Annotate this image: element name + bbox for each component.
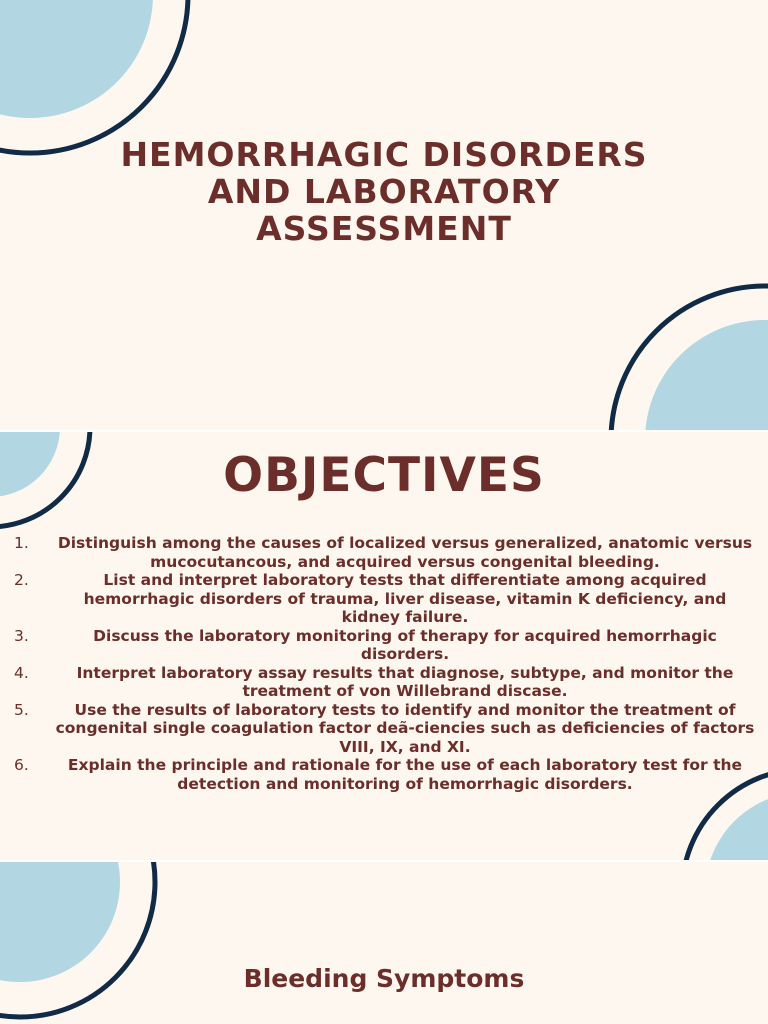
objective-number: 6. [14,756,29,774]
objective-text: Discuss the laboratory monitoring of therapy for acquired hemorrhagic disorders. [93,626,717,663]
objective-item [14,664,756,701]
objective-text: List and interpret laboratory tests that differentiate among acquired hemorrhagic disorders of trauma, liver disease, vitamin K deficiency, and kidney failure. [83,571,727,626]
objectives-heading: OBJECTIVES [223,448,545,503]
objective-number: 4. [14,663,29,682]
objectives-slide [0,432,768,860]
objective-item [14,756,756,793]
objective-item [14,571,756,627]
title-line: AND LABORATORY [207,172,561,211]
objective-item [14,701,756,757]
objective-text: Distinguish among the causes of localized versus generalized, anatomic versus mucocutancous, and acquired versus congenital bleeding. [57,534,753,571]
objective-item [14,627,756,664]
title-slide [0,0,768,430]
title-line: ASSESSMENT [256,209,512,248]
objective-number: 3. [14,626,29,645]
section-heading: Bleeding Symptoms [243,964,525,993]
objectives-list [14,534,756,793]
title-line: HEMORRHAGIC DISORDERS [120,135,648,174]
objective-text: Interpret laboratory assay results that diagnose, subtype, and monitor the treatment of von Willebrand discase. [76,663,734,700]
circle-decoration [645,320,768,430]
decorative-circles [0,862,768,1024]
document-title [84,136,684,247]
objective-number: 2. [14,571,29,589]
objective-item [14,534,756,571]
bleeding-symptoms-slide [0,862,768,1024]
circle-decoration [0,0,153,118]
objective-text: Explain the principle and rationale for the use of each laboratory test for the detection and monitoring of hemorrhagic disorders. [67,756,743,793]
objective-number: 1. [14,534,29,552]
objective-number: 5. [14,700,29,719]
objective-text: Use the results of laboratory tests to identify and monitor the treatment of congenital single coagulation factor deã-ciencies such as deficiencies of factors VIII, IX, and XI. [55,700,755,756]
circle-decoration [705,792,768,860]
